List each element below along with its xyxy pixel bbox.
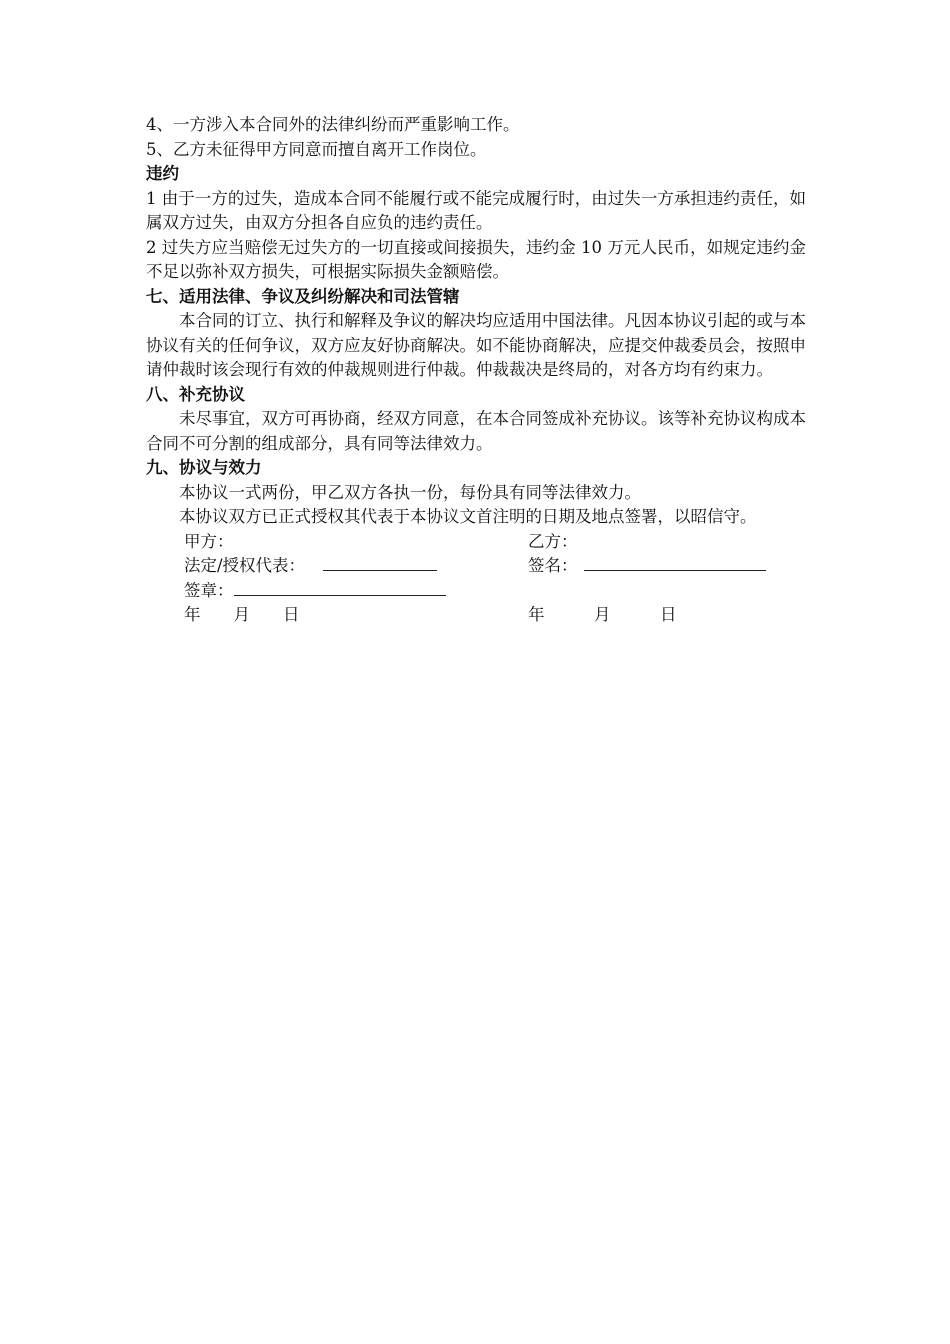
party-a-rep bbox=[184, 554, 437, 579]
party-b-sign-line[interactable] bbox=[584, 554, 766, 571]
party-a-seal-line[interactable] bbox=[234, 579, 446, 596]
party-a-rep-label: 法定/授权代表： bbox=[184, 556, 306, 575]
contract-page bbox=[146, 113, 806, 628]
section-7-heading: 七、适用法律、争议及纠纷解决和司法管辖 bbox=[146, 286, 460, 306]
clause-4: 4、一方涉入本合同外的法律纠纷而严重影响工作。 bbox=[146, 115, 520, 134]
party-a-seal-label: 签章： bbox=[184, 580, 234, 600]
breach-item-2: 2 过失方应当赔偿无过失方的一切直接或间接损失，违约金 10 万元人民币，如规定违约金不足以弥补双方损失，可根据实际损失金额赔偿。 bbox=[146, 237, 806, 281]
party-b-label: 乙方： bbox=[528, 531, 578, 551]
breach-heading: 违约 bbox=[146, 164, 179, 183]
breach-item-1: 1 由于一方的过失，造成本合同不能履行或不能完成履行时，由过失一方承担违约责任，如属双方过失，由双方分担各自应负的违约责任。 bbox=[146, 188, 806, 232]
party-b-date: 年 月 日 bbox=[528, 605, 677, 624]
party-b-sign-label: 签名： bbox=[528, 556, 578, 575]
signature-block bbox=[146, 530, 806, 628]
party-a-seal bbox=[184, 579, 446, 604]
party-a-date: 年 月 日 bbox=[184, 605, 300, 624]
party-a-label: 甲方： bbox=[184, 531, 234, 551]
clause-5: 5、乙方未征得甲方同意而擅自离开工作岗位。 bbox=[146, 139, 487, 159]
section-8-heading: 八、补充协议 bbox=[146, 384, 245, 404]
section-9-heading: 九、协议与效力 bbox=[146, 458, 262, 477]
section-7-body: 本合同的订立、执行和解释及争议的解决均应适用中国法律。凡因本协议引起的或与本协议有关的任何争议，双方应友好协商解决。如不能协商解决，应提交仲裁委员会，按照申请仲裁时该会现行有效的仲裁规则进行仲裁。仲裁裁决是终局的，对各方均有约束力。 bbox=[146, 311, 806, 379]
section-9-body-1: 本协议一式两份，甲乙双方各执一份，每份具有同等法律效力。 bbox=[179, 482, 641, 502]
party-a-rep-line[interactable] bbox=[323, 554, 437, 571]
section-8-body: 未尽事宜，双方可再协商，经双方同意，在本合同签成补充协议。该等补充协议构成本合同不可分割的组成部分，具有同等法律效力。 bbox=[146, 409, 806, 453]
party-b-sign bbox=[528, 554, 766, 579]
section-9-body-2: 本协议双方已正式授权其代表于本协议文首注明的日期及地点签署，以昭信守。 bbox=[179, 507, 757, 526]
